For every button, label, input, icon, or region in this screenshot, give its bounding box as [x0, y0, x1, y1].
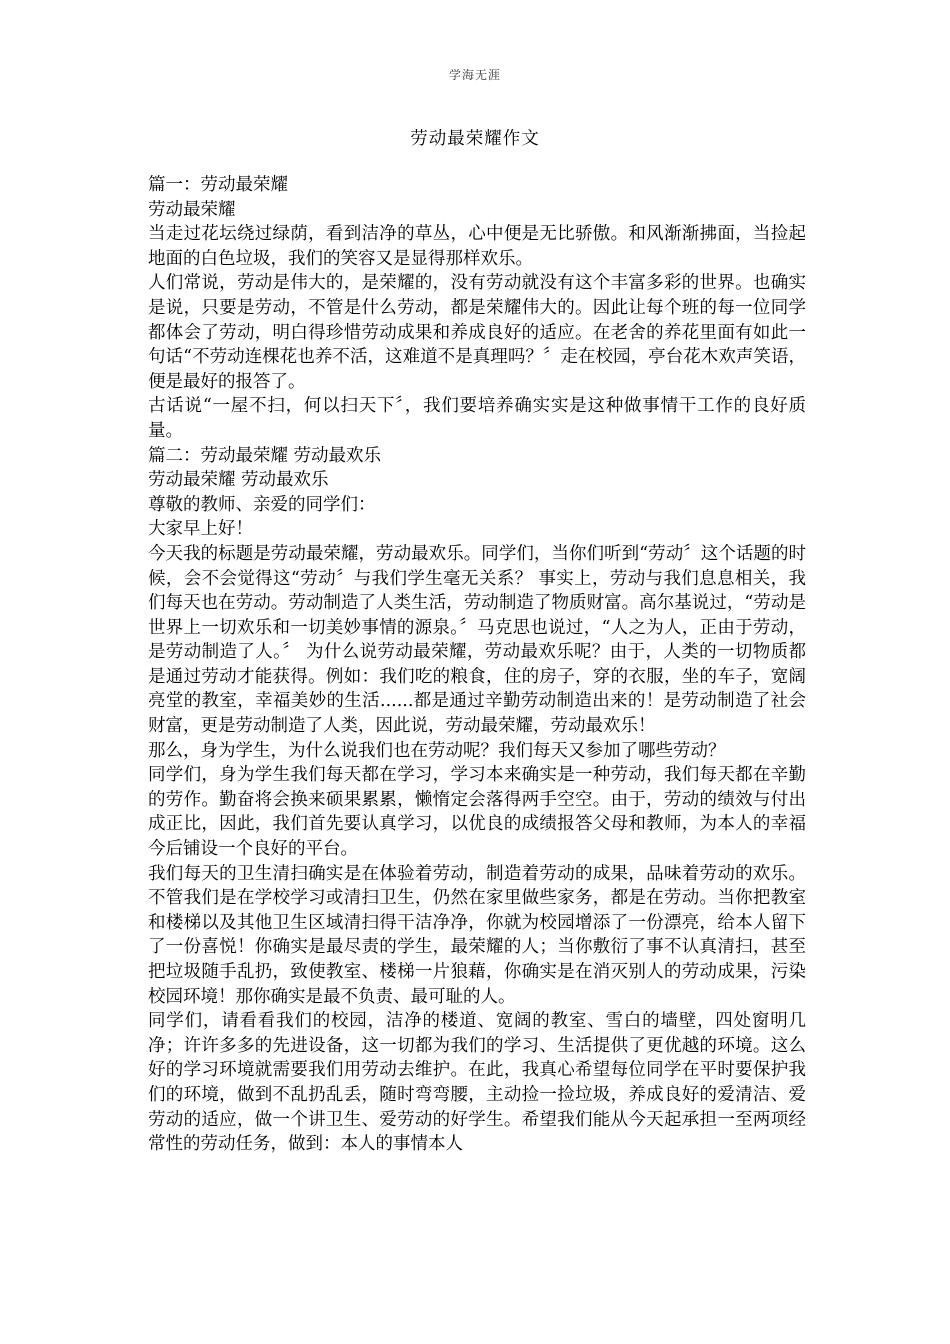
- document-title: 劳动最荣耀作文: [410, 129, 540, 149]
- paragraph: 古话说“一屋不扫，何以扫天下〞，我们要培养确实实是这种做事情干工作的良好质量。: [148, 396, 806, 441]
- paragraph: 篇二：劳动最荣耀 劳动最欢乐: [148, 445, 382, 466]
- paragraph: 今天我的标题是劳动最荣耀，劳动最欢乐。同学们，当你们听到“劳动〞这个话题的时候，会不会觉得这“劳动〞与我们学生毫无关系？ 事实上，劳动与我们息息相关，我们每天也在劳动。劳动制造了人类生活，劳动制造了物质财富。高尔基说过，“劳动是世界上一切欢乐和一切美妙事情的源泉。〞马克思也说过，“人之为人，正由于劳动，是劳动制造了人。〞 为什么说劳动最荣耀，劳动最欢乐呢？由于，人类的一切物质都是通过劳动才能获得。例如：我们吃的粮食，住的房子，穿的衣服，坐的车子，宽阔亮堂的教室，幸福美妙的生活......都是通过辛勤劳动制造出来的！是劳动制造了社会财富，更是劳动制造了人类，因此说，劳动最荣耀，劳动最欢乐！: [148, 543, 806, 737]
- paragraph: 同学们，身为学生我们每天都在学习，学习本来确实是一种劳动，我们每天都在辛勤的劳作。勤奋将会换来硕果累累，懒惰定会落得两手空空。由于，劳动的绩效与付出成正比，因此，我们首先要认真学习，以优良的成绩报答父母和教师，为本人的幸福今后铺设一个良好的平台。: [148, 765, 806, 860]
- paragraph: 篇一：劳动最荣耀: [148, 175, 288, 195]
- paragraph: 人们常说，劳动是伟大的，是荣耀的，没有劳动就没有这个丰富多彩的世界。也确实是说，只要是劳动，不管是什么劳动，都是荣耀伟大的。因此让每个班的每一位同学都体会了劳动，明白得珍惜劳动成果和养成良好的适应。在老舍的养花里面有如此一句话“不劳动连棵花也养不活，这难道不是真理吗？〞走在校园，亭台花木欢声笑语，便是最好的报答了。: [148, 273, 806, 392]
- paragraph: 那么，身为学生，为什么说我们也在劳动呢？我们每天又参加了哪些劳动？: [148, 740, 726, 761]
- document-body: [148, 173, 806, 1157]
- paragraph: 同学们，请看看我们的校园，洁净的楼道、宽阔的教室、雪白的墙壁，四处窗明几净；许许多多的先进设备，这一切都为我们的学习、生活提供了更优越的环境。这么好的学习环境就需要我们用劳动去维护。在此，我真心希望每位同学在平时要保护我们的环境，做到不乱扔乱丢，随时弯弯腰，主动捡一捡垃圾，养成良好的爱清洁、爱劳动的适应，做一个讲卫生、爱劳动的好学生。希望我们能从今天起承担一至两项经常性的劳动任务，做到：本人的事情本人: [148, 1011, 806, 1155]
- page-header: 学海无涯: [448, 68, 501, 82]
- paragraph: 劳动最荣耀: [148, 199, 236, 220]
- paragraph: 我们每天的卫生清扫确实是在体验着劳动，制造着劳动的成果，品味着劳动的欢乐。不管我们是在学校学习或清扫卫生，仍然在家里做些家务，都是在劳动。当你把教室和楼梯以及其他卫生区域清扫得干洁净净，你就为校园增添了一份漂亮，给本人留下了一份喜悦！你确实是最尽责的学生，最荣耀的人；当你敷衍了事不认真清扫，甚至把垃圾随手乱扔，致使教室、楼梯一片狼藉，你确实是在消灭别人的劳动成果，污染校园环境！那你确实是最不负责、最可耻的人。: [148, 863, 806, 1007]
- paragraph: 尊敬的教师、亲爱的同学们：: [148, 494, 376, 515]
- paragraph: 当走过花坛绕过绿荫，看到洁净的草丛，心中便是无比骄傲。和风渐渐拂面，当捡起地面的白色垃圾，我们的笑容又是显得那样欢乐。: [148, 224, 806, 269]
- paragraph: 劳动最荣耀 劳动最欢乐: [148, 470, 329, 491]
- paragraph: 大家早上好！: [148, 519, 253, 540]
